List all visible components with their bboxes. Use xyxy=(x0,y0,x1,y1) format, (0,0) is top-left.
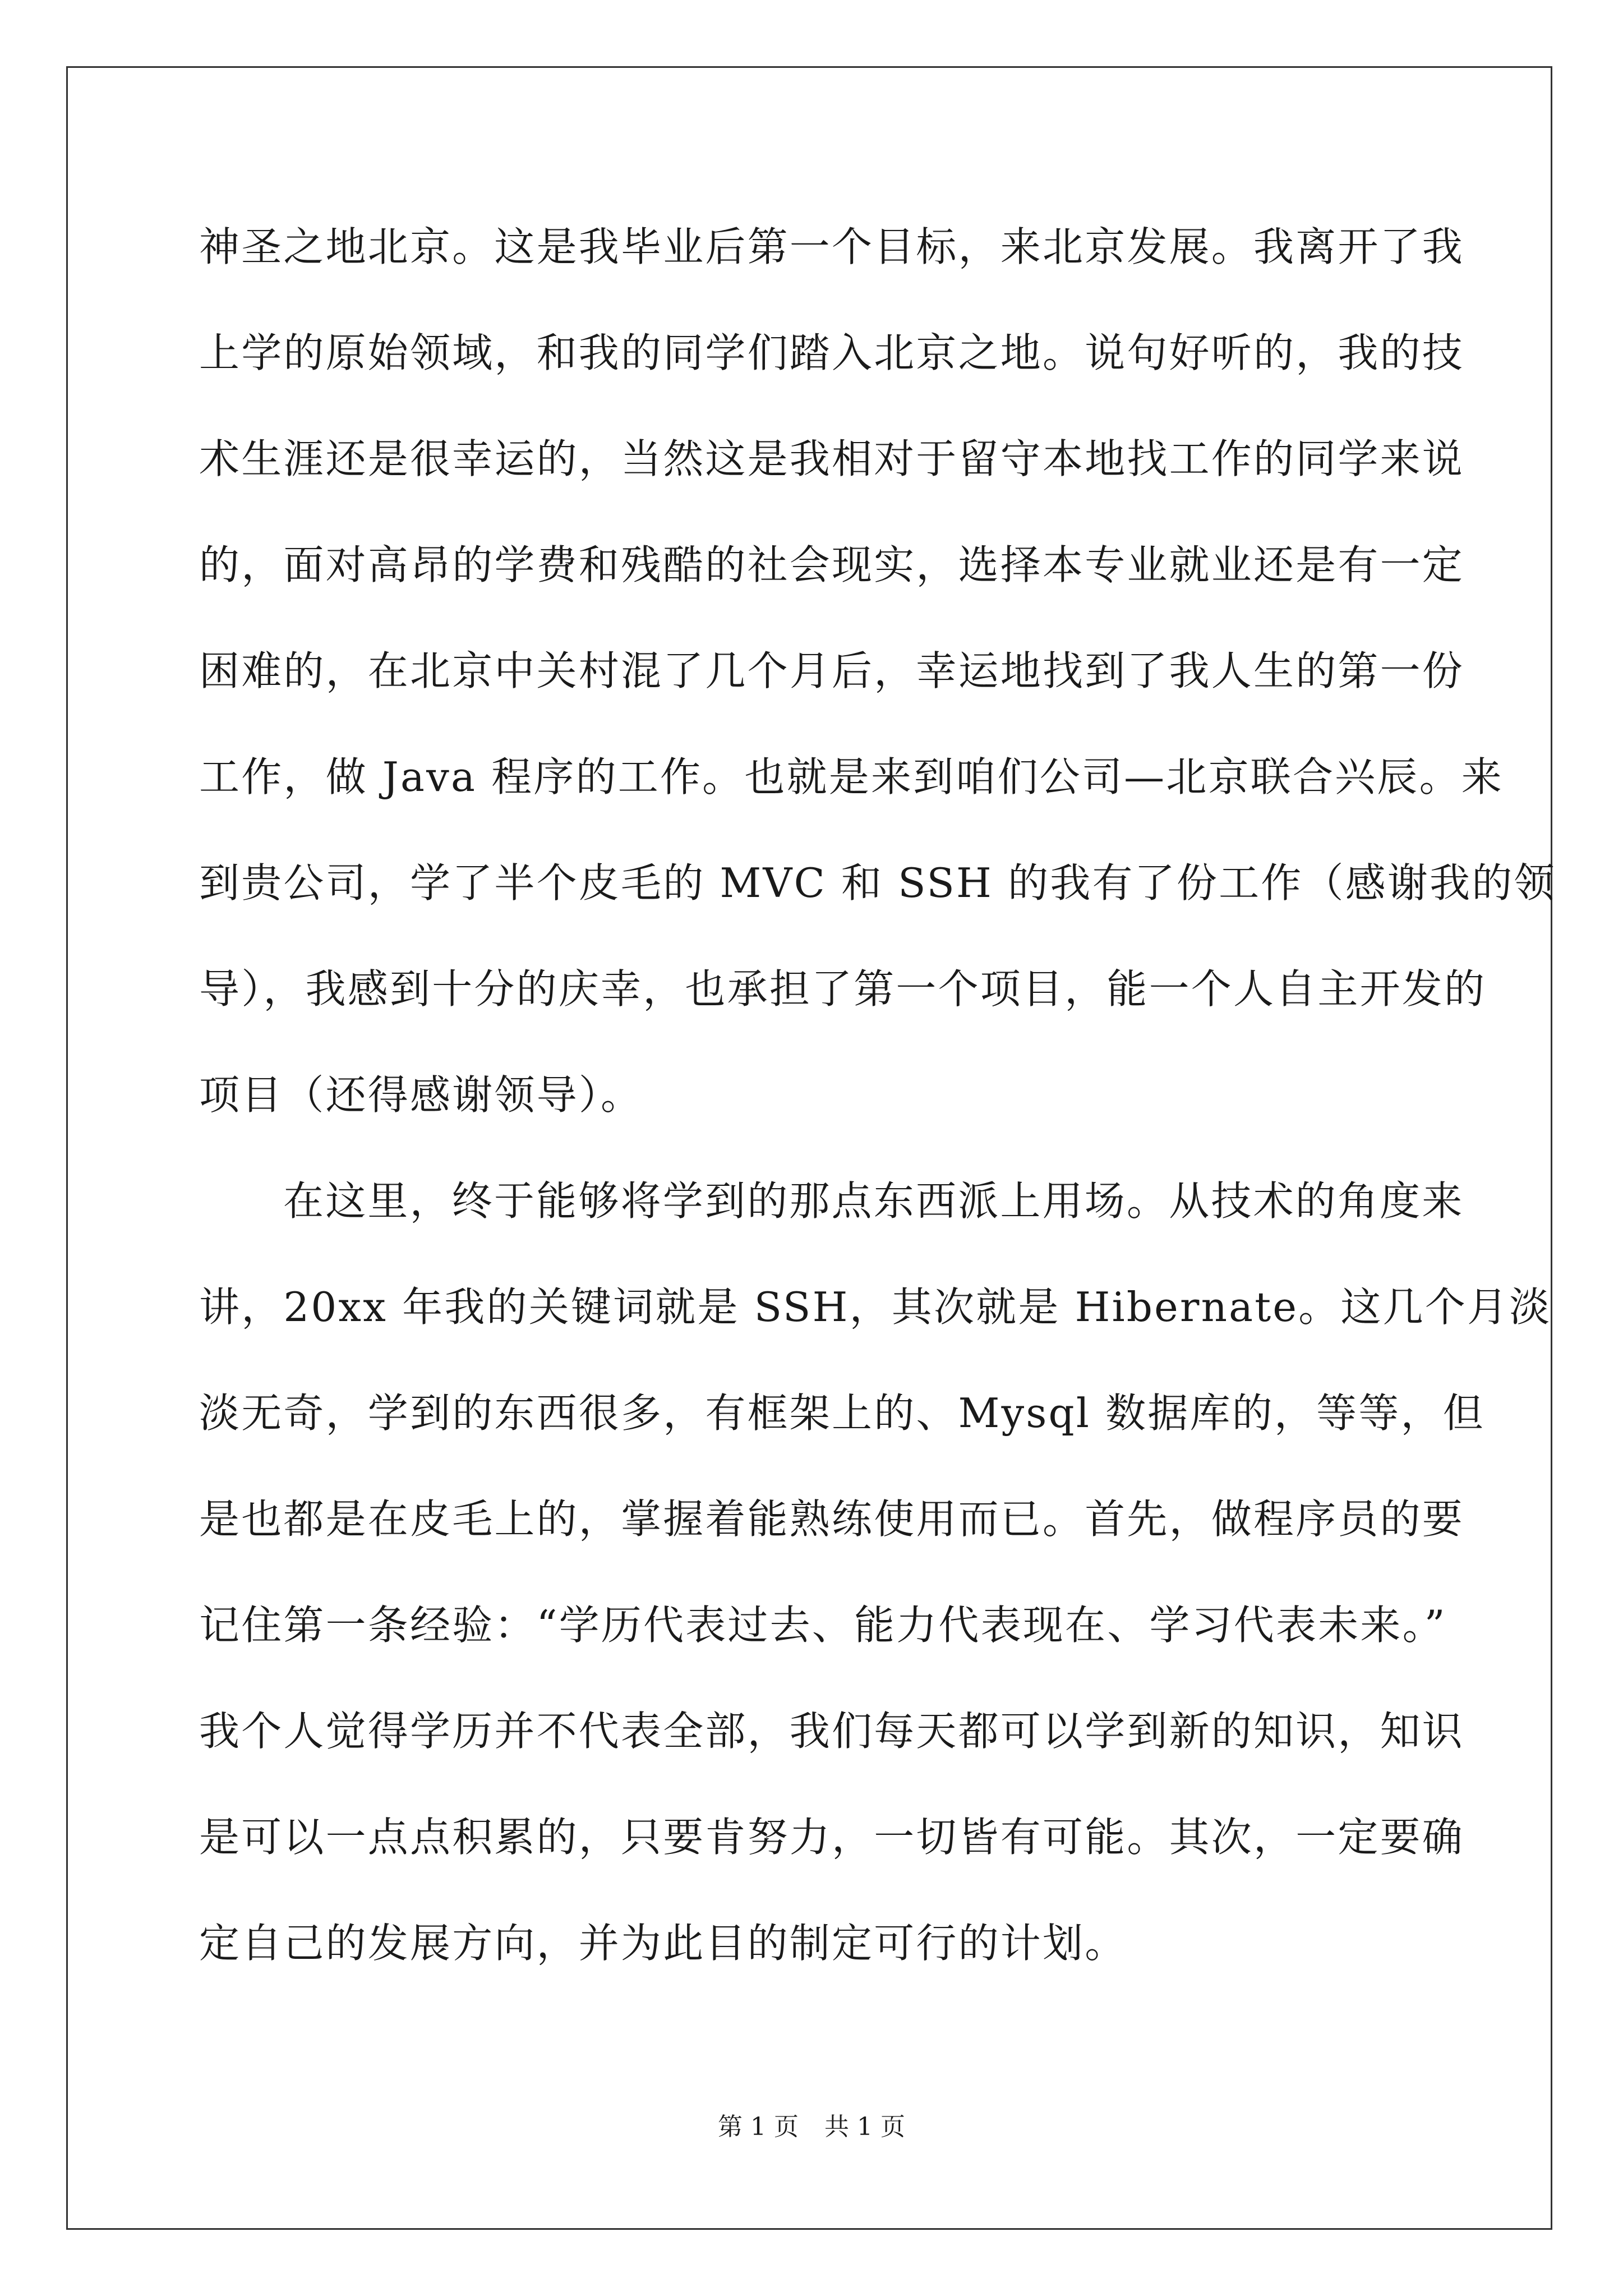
paragraph-line: 导），我感到十分的庆幸，也承担了第一个项目，能一个人自主开发的 xyxy=(199,965,1487,1013)
paragraph-line: 的，面对高昂的学费和残酷的社会现实，选择本专业就业还是有一定 xyxy=(199,541,1465,588)
paragraph-line: 困难的，在北京中关村混了几个月后，幸运地找到了我人生的第一份 xyxy=(199,647,1465,694)
paragraph-line: 项目（还得感谢领导）。 xyxy=(199,1071,643,1119)
paragraph-line: 工作，做 Java 程序的工作。也就是来到咱们公司—北京联合兴辰。来 xyxy=(199,753,1504,800)
page-number-current: 第 1 页 xyxy=(718,2113,799,2141)
paragraph-line: 在这里，终于能够将学到的那点东西派上用场。从技术的角度来 xyxy=(283,1177,1464,1225)
page-number-total: 共 1 页 xyxy=(824,2113,905,2141)
paragraph-line: 上学的原始领域，和我的同学们踏入北京之地。说句好听的，我的技 xyxy=(199,329,1465,376)
paragraph-line: 记住第一条经验：“学历代表过去、能力代表现在、学习代表未来。” xyxy=(199,1602,1447,1649)
paragraph-line: 讲，20xx 年我的关键词就是 SSH，其次就是 Hibernate。这几个月淡 xyxy=(199,1283,1552,1331)
paragraph-line: 是可以一点点积累的，只要肯努力，一切皆有可能。其次，一定要确 xyxy=(199,1814,1465,1861)
paragraph-line: 到贵公司，学了半个皮毛的 MVC 和 SSH 的我有了份工作（感谢我的领 xyxy=(199,859,1556,907)
paragraph-line: 定自己的发展方向，并为此目的制定可行的计划。 xyxy=(199,1920,1127,1967)
page-footer xyxy=(0,2115,1623,2139)
paragraph-line: 神圣之地北京。这是我毕业后第一个目标，来北京发展。我离开了我 xyxy=(199,223,1465,270)
page-border xyxy=(66,66,1556,2230)
paragraph-line: 我个人觉得学历并不代表全部，我们每天都可以学到新的知识，知识 xyxy=(199,1708,1465,1755)
paragraph-line: 术生涯还是很幸运的，当然这是我相对于留守本地找工作的同学来说 xyxy=(199,435,1465,482)
paragraph-line: 淡无奇，学到的东西很多，有框架上的、Mysql 数据库的，等等，但 xyxy=(199,1389,1485,1437)
paragraph-line: 是也都是在皮毛上的，掌握着能熟练使用而已。首先，做程序员的要 xyxy=(199,1496,1465,1543)
